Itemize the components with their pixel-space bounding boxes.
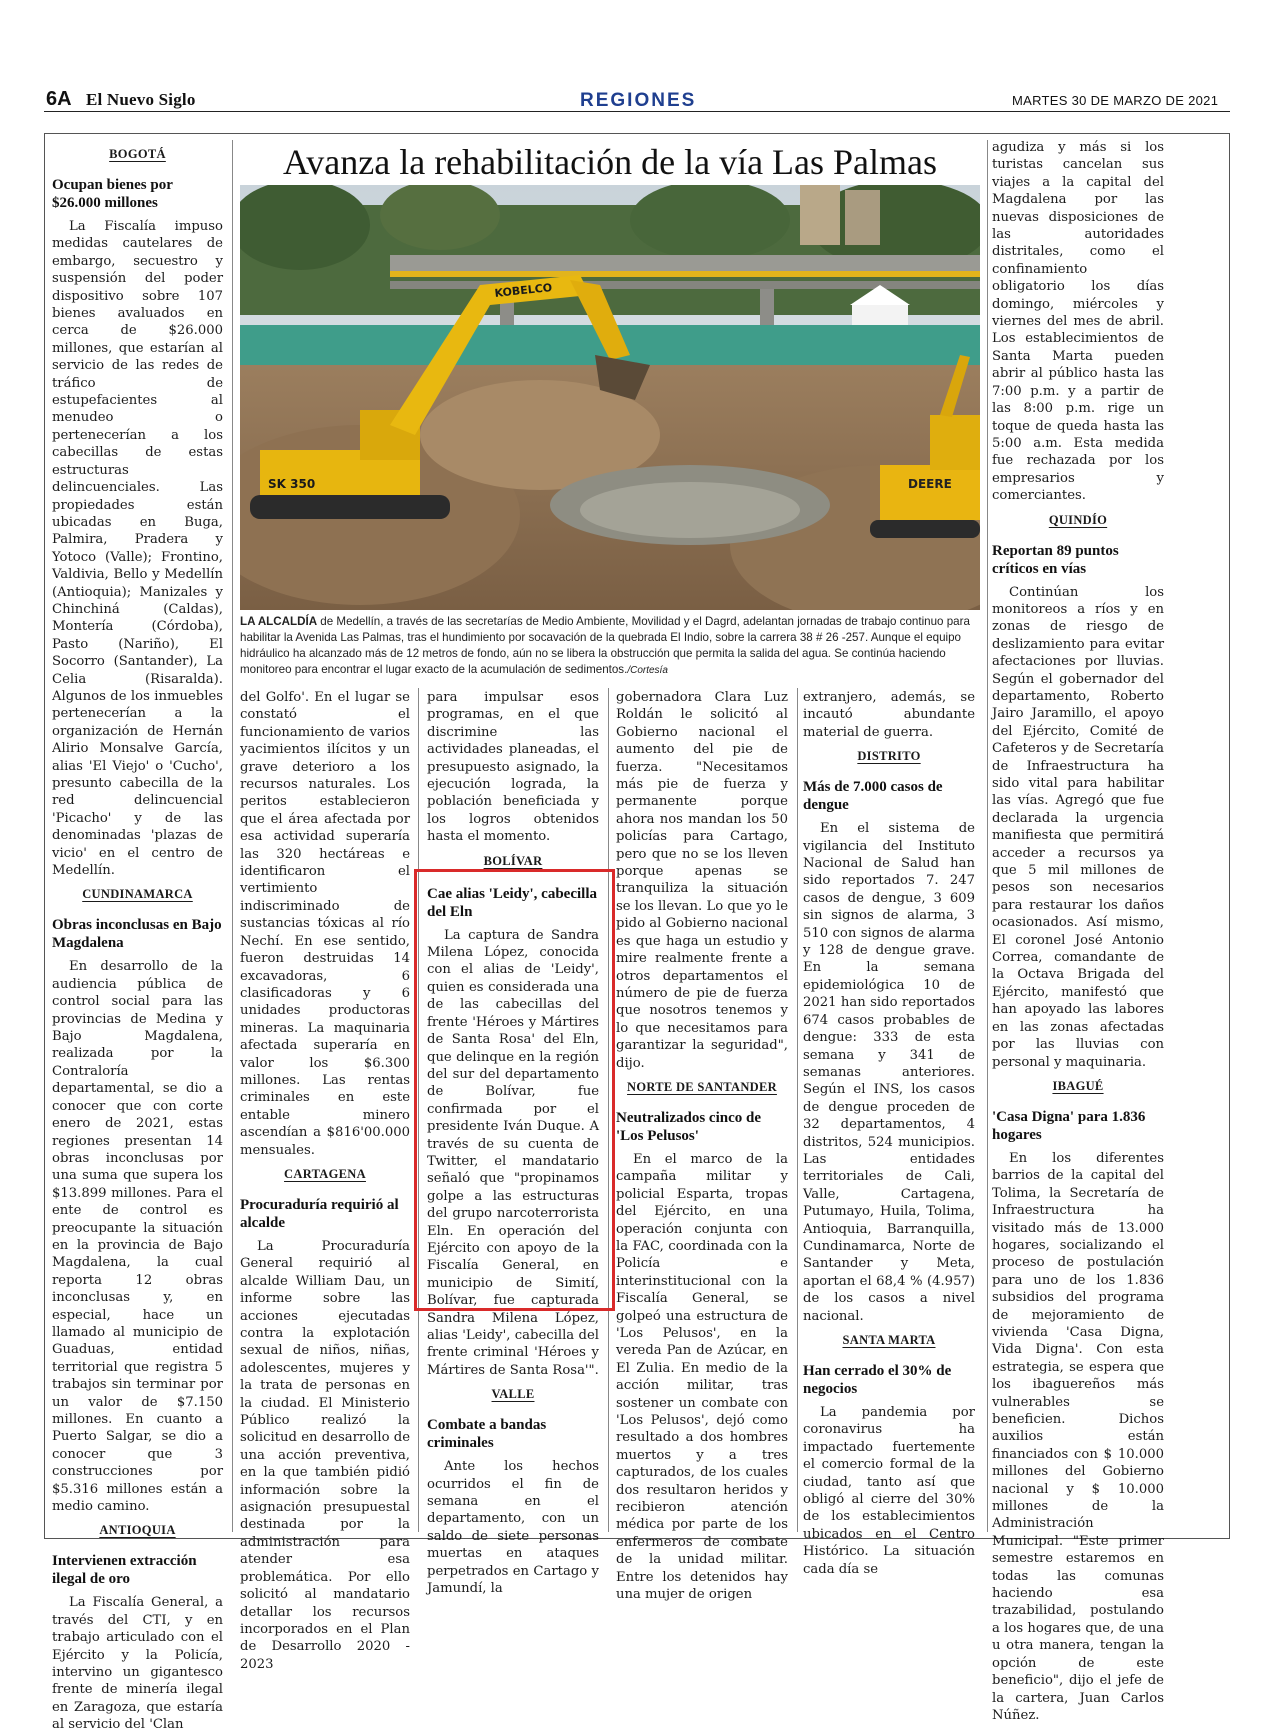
- section-label: QUINDÍO: [1048, 512, 1108, 527]
- article-body: agudiza y más si los turistas cancelan sus viajes a la capital del Magdalena por las nuevas disposiciones de las autoridades distritales, como el confinamiento obligatorio los días domingo, miércoles y viernes del mes de abril. Los establecimientos de Santa Marta pueden abrir al público hasta las 7:00 p.m. y a partir de las 8:00 p.m. rige un toque de queda hasta las 5:00 a.m. Esta medida fue rechazada por los empresarios y comerciantes.: [992, 140, 1164, 504]
- section-label: IBAGUÉ: [1052, 1078, 1104, 1093]
- section-label: VALLE: [491, 1387, 535, 1402]
- column-5: [803, 689, 975, 1578]
- section-label: NORTE DE SANTANDER: [627, 1079, 777, 1094]
- section-label: CUNDINAMARCA: [82, 887, 193, 902]
- model-label: SK 350: [268, 477, 316, 491]
- header-rule: [44, 111, 1230, 112]
- article-body: para impulsar esos programas, en el que discrimine las actividades planeadas, el presupuesto asignado, la ejecución lograda, la población beneficiada y los logros obtenidos hasta el momento.: [427, 690, 599, 845]
- caption-text: de Medellín, a través de las secretarías de Medio Ambiente, Movilidad y el Dagrd, adelantan jornadas de trabajo continuo para habilitar la Avenida Las Palmas, tras el hundimiento por socavación de la quebrada El Indio, sobre la carrera 38 # 26 -257. Aunque el equipo hidráulico ha alcanzado más de 12 metros de fondo, aún no se libera la obstrucción que permita la salida del agua. Se continúa haciendo monitoreo para encontrar el lugar exacto de la acumulación de sedimentos.: [240, 615, 970, 676]
- article-headline: Han cerrado el 30% de negocios: [803, 1363, 952, 1397]
- excavator2-label: DEERE: [908, 477, 952, 491]
- section-label: BOGOTÁ: [109, 147, 166, 161]
- article-body: gobernadora Clara Luz Roldán le solicitó al Gobierno nacional el aumento del pie de fuerza. "Necesitamos más pie de fuerza y permanente porque ahora nos mandan los 50 policías para Cartago, pero que no se los lleven porque apenas se tranquiliza la situación se los llevan. Lo que yo le pido al Gobierno nacional es que haga un estudio y mire realmente frente a otros departamentos el número de pie de fuerza que nosotros tenemos y lo que necesitamos para garantizar la seguridad", dijo.: [616, 690, 788, 1071]
- article-headline: Procuraduría requirió al alcalde: [240, 1196, 399, 1231]
- article-body: Continúan los monitoreos a ríos y en zonas de riesgo de deslizamiento para evitar afectaciones por lluvias. Según el gobernador del departamento, Roberto Jairo Jaramillo, el apoyo del Ejército, Comité de Cafeteros y de Secretaría de Infraestructura ha sido vital para habilitar las vías. Agregó que fue declarada la urgencia manifiesta que permitirá acceder a recursos ya que 5 mil millones de pesos son necesarios para restaurar los daños ocasionados. Así mismo, El coronel José Antonio Correa, comandante de la Octava Brigada del Ejército, manifestó que han apoyado las labores en las zonas afectadas por las lluvias con personal y maquinaria.: [992, 584, 1164, 1070]
- excavation-photo: [240, 185, 980, 610]
- article-body: La pandemia por coronavirus ha impactado fuertemente el comercio formal de la ciudad, tanto así que obligó al cierre del 30% de los establecimientos ubicados en el Centro Histórico. La situación cada día se: [803, 1405, 975, 1577]
- section-label: BOLÍVAR: [483, 853, 543, 868]
- column-divider: [987, 140, 988, 1532]
- article-body: En el marco de la campaña militar y policial Esparta, tropas del Ejército, en una operación conjunta con la FAC, coordinada con la Policía e interinstitucional con la Fiscalía General, se golpeó una estructura de 'Los Pelusos', en la vereda Pan de Azúcar, en El Zulia. En medio de la acción militar, tras sostener un combate con 'Los Pelusos', dejó como resultado a dos hombres muertos y a tres capturados, de los cuales dos resultaron heridos y recibieron atención médica por parte de los enfermeros de combate de la unidad militar. Entre los detenidos hay una mujer de origen: [616, 1151, 788, 1603]
- article-body: La captura de Sandra Milena López, conocida con el alias de 'Leidy', quien es considerada una de las cabecillas del frente 'Héroes y Mártires de Santa Rosa' del Eln, que delinque en la región del sur del departamento de Bolívar, fue confirmada por el presidente Iván Duque. A través de su cuenta de Twitter, el mandatario señaló que "propinamos golpe a las estructuras del grupo narcoterrorista Eln. En operación del Ejército con apoyo de la Fiscalía General, en municipio de Simití, Bolívar, fue capturada Sandra Milena López, alias 'Leidy', cabecilla del frente criminal 'Héroes y Mártires de Santa Rosa'".: [427, 927, 599, 1378]
- page-number: 6A: [46, 88, 72, 110]
- article-body: En el sistema de vigilancia del Instituto Nacional de Salud han sido reportados 7. 247 casos de dengue, 3 609 sin signos de alarma, 3 510 con signos de alarma y 128 de dengue grave. En la semana epidemiológica 10 de 2021 han sido reportados 674 casos probables de dengue: 333 de esta semana y 341 de semanas anteriores. Según el INS, los casos de dengue proceden de 32 departamentos, 4 distritos, 524 municipios. Las entidades territoriales de Cali, Valle, Cartagena, Putumayo, Huila, Tolima, Antioquia, Barranquilla, Cundinamarca, Norte de Santander y Meta, aportan el 68,4 % (4.957) de los casos a nivel nacional.: [803, 821, 975, 1324]
- newspaper-name: El Nuevo Siglo: [86, 90, 196, 109]
- article-body: del Golfo'. En el lugar se constató el funcionamiento de varios yacimientos ilícitos y un grave deterioro a los recursos naturales. Los peritos establecieron que el área afectada por esa actividad superaría las 320 hectáreas e identificaron el vertimiento indiscriminado de sustancias tóxicas al río Nechí. En ese sentido, fueron destruidas 14 excavadoras, 6 clasificadoras y 6 unidades productoras mineras. La maquinaria afectada superaría en valor los $6.300 millones. Las rentas criminales en este entable minero ascendían a $816'00.000 mensuales.: [240, 690, 410, 1158]
- article-body: La Procuraduría General requirió al alcalde William Dau, un informe sobre las acciones ejecutadas contra la explotación sexual de niños, niñas, adolescentes, mujeres y la trata de personas en la ciudad. El Ministerio Público realizó la solicitud en desarrollo de una acción preventiva, en la que también pidió información sobre la asignación presupuestal destinada por la administración para atender esa problemática. Por ello solicitó al mandatario detallar los recursos incorporados en el Plan de Desarrollo 2020 - 2023: [240, 1238, 410, 1672]
- article-headline: Intervienen extracción ilegal de oro: [52, 1553, 197, 1588]
- article-headline: Cae alias 'Leidy', cabecilla del Eln: [427, 885, 597, 920]
- column-divider: [232, 140, 233, 1532]
- section-label: DISTRITO: [857, 749, 921, 764]
- article-headline: Más de 7.000 casos de dengue: [803, 779, 943, 814]
- column-1: [52, 139, 223, 1734]
- column-divider: [797, 688, 798, 1532]
- article-headline: Obras inconclusas en Bajo Magdalena: [52, 917, 222, 952]
- section-label: ANTIOQUIA: [99, 1523, 176, 1538]
- issue-date: MARTES 30 DE MARZO DE 2021: [1012, 93, 1219, 108]
- article-headline: Reportan 89 puntos críticos en vías: [992, 542, 1119, 577]
- article-headline: Ocupan bienes por $26.000 millones: [52, 177, 173, 211]
- article-body: Ante los hechos ocurridos el fin de semana en el departamento, con un saldo de siete personas muertas en ataques perpetrados en Cartago y Jamundí, la: [427, 1459, 599, 1597]
- column-2: [240, 689, 410, 1673]
- photo-caption: [240, 614, 980, 679]
- photo-credit: /Cortesía: [627, 665, 668, 676]
- crane-label: KOBELCO: [493, 281, 553, 300]
- section-label: SANTA MARTA: [842, 1333, 936, 1347]
- section-title: REGIONES: [580, 90, 697, 111]
- article-headline: 'Casa Digna' para 1.836 hogares: [992, 1108, 1146, 1143]
- article-body: En desarrollo de la audiencia pública de control social para las provincias de Medina y Bajo Magdalena, realizada por la Contraloría departamental, se dio a conocer que con corte enero de 2021, estas regiones presentan 14 obras inconclusas por una suma que supera los $13.899 millones. Para el ente de control es preocupante la situación en la provincia de Bajo Magdalena, la cual reporta 12 obras inconclusas y, en especial, hace un llamado al municipio de Guaduas, entidad territorial que registra 5 trabajos sin terminar por un valor de $7.150 millones. En cuanto a Puerto Salgar, se dio a conocer que 3 construcciones por $5.316 millones están a medio camino.: [52, 959, 223, 1515]
- caption-lead: LA ALCALDÍA: [240, 615, 318, 628]
- highlight-box: [414, 869, 615, 1311]
- article-headline: Neutralizados cinco de 'Los Pelusos': [616, 1109, 761, 1144]
- section-label: CARTAGENA: [284, 1166, 366, 1181]
- article-body: La Fiscalía impuso medidas cautelares de embargo, secuestro y suspensión del poder dispositivo sobre 107 bienes avaluados en cerca de $26.000 millones, que estarían al servicio de las redes de tráfico de estupefacientes al menudeo o pertenecerían a los cabecillas de estas estructuras delincuenciales. Las propiedades están ubicadas en Buga, Palmira, Pradera y Yotoco (Valle); Frontino, Valdivia, Bello y Medellín (Antioquia); Manizales y Chinchiná (Caldas), Montería (Córdoba), Pasto (Nariño), El Socorro (Santander), La Celia (Risaralda). Algunos de los inmuebles pertenecerían a la organización de Hernán Alirio Monsalve García, alias 'El Viejo' o 'Cucho', presunto cabecilla de la red delincuencial 'Picacho' y de las denominadas 'plazas de vicio' en el centro de Medellín.: [52, 219, 223, 879]
- article-body: En los diferentes barrios de la capital del Tolima, la Secretaría de Infraestructura ha visitado más de 13.000 hogares, socializando el proceso de postulación para uno de los 1.836 subsidios del programa de mejoramiento de vivienda 'Casa Digna, Vida Digna'. Con esta estrategia, se espera que los ibaguereños más vulnerables se beneficien. Dichos auxilios están financiados con $ 10.000 millones del Gobierno nacional y $ 10.000 millones de la Administración Municipal. "Este primer semestre estaremos en todas las comunas haciendo esa trazabilidad, postulando a los hogares que, de una u otra manera, tengan la opción de este beneficio", dijo el jefe de la cartera, Juan Carlos Núñez.: [992, 1150, 1164, 1723]
- column-6: [992, 139, 1164, 1724]
- article-headline: Combate a bandas criminales: [427, 1417, 547, 1452]
- article-body: La Fiscalía General, a través del CTI, y en trabajo articulado con el Ejército y la Policía, intervino un gigantesco frente de minería ilegal en Zaragoza, que estaría al servicio del 'Clan: [52, 1595, 223, 1733]
- lead-headline: Avanza la rehabilitación de la vía Las Palmas: [282, 142, 938, 182]
- lead-photo: [240, 185, 980, 610]
- column-4: [616, 689, 788, 1604]
- article-body: extranjero, además, se incautó abundante material de guerra.: [803, 690, 975, 740]
